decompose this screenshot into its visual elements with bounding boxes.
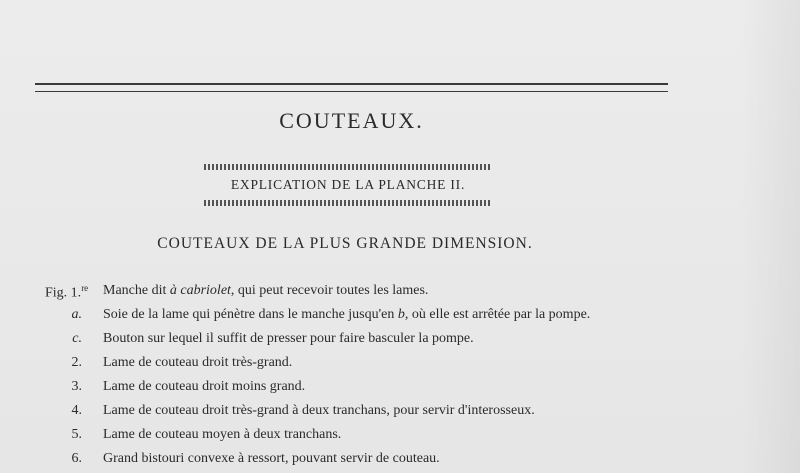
entry-marker: 5. — [71, 427, 82, 442]
entry-text: Lame de couteau droit très-grand. — [103, 355, 293, 370]
entry-text: Manche dit à cabriolet, qui peut recevoir toutes les lames. — [103, 283, 429, 298]
entry-marker: 4. — [71, 403, 82, 418]
page-edge-shadow — [740, 0, 800, 473]
entry-text: Grand bistouri convexe à ressort, pouvant servir de couteau. — [103, 451, 440, 466]
entry-text: Lame de couteau droit très-grand à deux tranchans, pour servir d'interosseux. — [103, 403, 535, 418]
entry-text: Lame de couteau droit moins grand. — [103, 379, 306, 394]
plate-heading: EXPLICATION DE LA PLANCHE II. — [230, 177, 466, 192]
entry-text: Soie de la lame qui pénètre dans le manche jusqu'en b, où elle est arrêtée par la pompe. — [103, 307, 591, 322]
entry-marker: 2. — [71, 355, 82, 370]
ornamental-rule-top — [204, 164, 492, 170]
section-heading: COUTEAUX DE LA PLUS GRANDE DIMENSION. — [157, 235, 533, 252]
entry-marker: c. — [72, 331, 82, 346]
page-title: COUTEAUX. — [279, 108, 424, 133]
entry-marker: 3. — [71, 379, 82, 394]
entry-marker: 6. — [71, 451, 82, 466]
entry-text: Bouton sur lequel il suffit de presser pour faire basculer la pompe. — [103, 331, 474, 346]
entry-text: Lame de couteau moyen à deux tranchans. — [103, 427, 342, 442]
double-rule-divider — [35, 83, 668, 92]
entry-marker: a. — [71, 307, 82, 322]
entry-marker: Fig. 1.$^{re}$ — [45, 283, 89, 301]
ornamental-rule-bottom — [204, 200, 492, 206]
